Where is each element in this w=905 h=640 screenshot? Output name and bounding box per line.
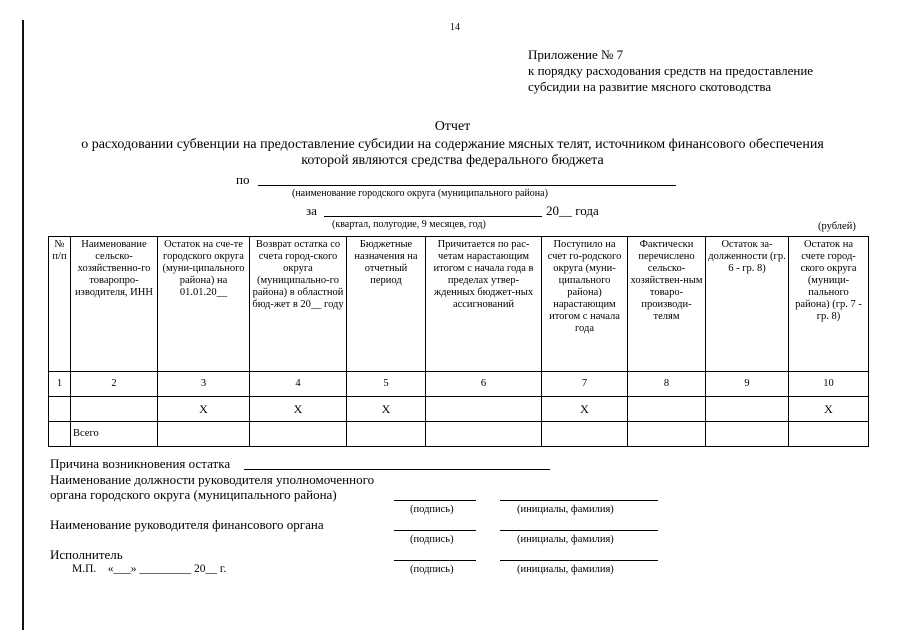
table-cell [347, 422, 426, 447]
head-label-2: органа городского округа (муниципального района) [50, 487, 337, 502]
table-header-row [49, 237, 869, 372]
appendix-line-1: Приложение № 7 [528, 47, 624, 62]
for-label: за [306, 203, 317, 218]
district-caption: (наименование городского округа (муниципального района) [292, 188, 548, 199]
table-cell [706, 422, 789, 447]
col-header: Остаток на сче-те городского округа (муни-ципального района) на 01.01.20__ [158, 237, 250, 372]
col-number: 3 [158, 372, 250, 397]
appendix-header [528, 47, 813, 95]
col-header: Остаток за-долженности (гр. 6 - гр. 8) [706, 237, 789, 372]
table-cell: X [250, 397, 347, 422]
district-line [258, 185, 676, 186]
stamp-date-line: М.П. «___» _________ 20__ г. [72, 563, 227, 575]
col-number: 9 [706, 372, 789, 397]
head-initials-caption: (инициалы, фамилия) [517, 504, 614, 515]
reason-label: Причина возникновения остатка [50, 456, 231, 471]
col-number: 2 [71, 372, 158, 397]
executor-signature-line [394, 560, 476, 561]
head-initials-line [500, 500, 658, 501]
left-margin-rule [22, 20, 24, 630]
col-header: Остаток на счете город-ского округа (муници-пального района) (гр. 7 - гр. 8) [789, 237, 869, 372]
total-label: Всего [71, 422, 158, 447]
report-title: Отчет [434, 119, 471, 134]
finance-signature-caption: (подпись) [410, 534, 454, 545]
head-label-1: Наименование должности руководителя уполномоченного [50, 472, 375, 487]
table-cell [542, 422, 628, 447]
appendix-line-2: к порядку расходования средств на предоставление [528, 63, 814, 78]
table-cell [426, 422, 542, 447]
year-text: 20__ года [546, 203, 599, 218]
table-cell [49, 397, 71, 422]
by-label: по [236, 172, 250, 187]
col-header: Возврат остатка со счета город-ского округа (муниципально-го района) в областной бюд-жет в 20__ году [250, 237, 347, 372]
period-caption: (квартал, полугодие, 9 месяцев, год) [332, 219, 486, 230]
table-cell [628, 422, 706, 447]
finance-label: Наименование руководителя финансового органа [50, 517, 324, 532]
table-cell [789, 422, 869, 447]
table-cell: X [542, 397, 628, 422]
period-line [324, 216, 542, 217]
page-number: 14 [450, 22, 460, 33]
executor-initials-line [500, 560, 658, 561]
executor-signature-caption: (подпись) [410, 564, 454, 575]
reason-line [244, 469, 550, 470]
col-header: Наименование сельско-хозяйственно-го товаропро-изводителя, ИНН [71, 237, 158, 372]
col-number: 4 [250, 372, 347, 397]
table-cell [426, 397, 542, 422]
report-subtitle-1: о расходовании субвенции на предоставление субсидии на содержание мясных телят, источником финансового обеспечения [81, 137, 824, 152]
total-row [49, 422, 869, 447]
finance-initials-caption: (инициалы, фамилия) [517, 534, 614, 545]
column-number-row [49, 372, 869, 397]
report-table [48, 236, 869, 447]
col-number: 7 [542, 372, 628, 397]
col-number: 6 [426, 372, 542, 397]
table-cell [628, 397, 706, 422]
report-subtitle-2: которой являются средства федерального бюджета [301, 153, 604, 168]
table-cell [250, 422, 347, 447]
appendix-line-3: субсидии на развитие мясного скотоводства [528, 79, 772, 94]
head-signature-caption: (подпись) [410, 504, 454, 515]
col-header: Фактически перечислено сельско-хозяйствен-ным товаро-производи-телям [628, 237, 706, 372]
table-cell [71, 397, 158, 422]
finance-initials-line [500, 530, 658, 531]
finance-signature-line [394, 530, 476, 531]
executor-label: Исполнитель [50, 547, 123, 562]
col-header: № п/п [49, 237, 71, 372]
col-header: Поступило на счет го-родского округа (муни-ципального района) нарастающим итогом с начала года [542, 237, 628, 372]
col-number: 10 [789, 372, 869, 397]
table-cell: X [347, 397, 426, 422]
table-cell [706, 397, 789, 422]
table-row [49, 397, 869, 422]
table-cell: X [789, 397, 869, 422]
head-signature-line [394, 500, 476, 501]
table-cell: X [158, 397, 250, 422]
col-header: Бюджетные назначения на отчетный период [347, 237, 426, 372]
col-number: 5 [347, 372, 426, 397]
col-header: Причитается по рас-четам нарастающим итогом с начала года в пределах утвер-жденных бюджет-ных ассигнований [426, 237, 542, 372]
table-cell [158, 422, 250, 447]
col-number: 8 [628, 372, 706, 397]
units-label: (рублей) [818, 221, 856, 232]
col-number: 1 [49, 372, 71, 397]
table-cell [49, 422, 71, 447]
executor-initials-caption: (инициалы, фамилия) [517, 564, 614, 575]
